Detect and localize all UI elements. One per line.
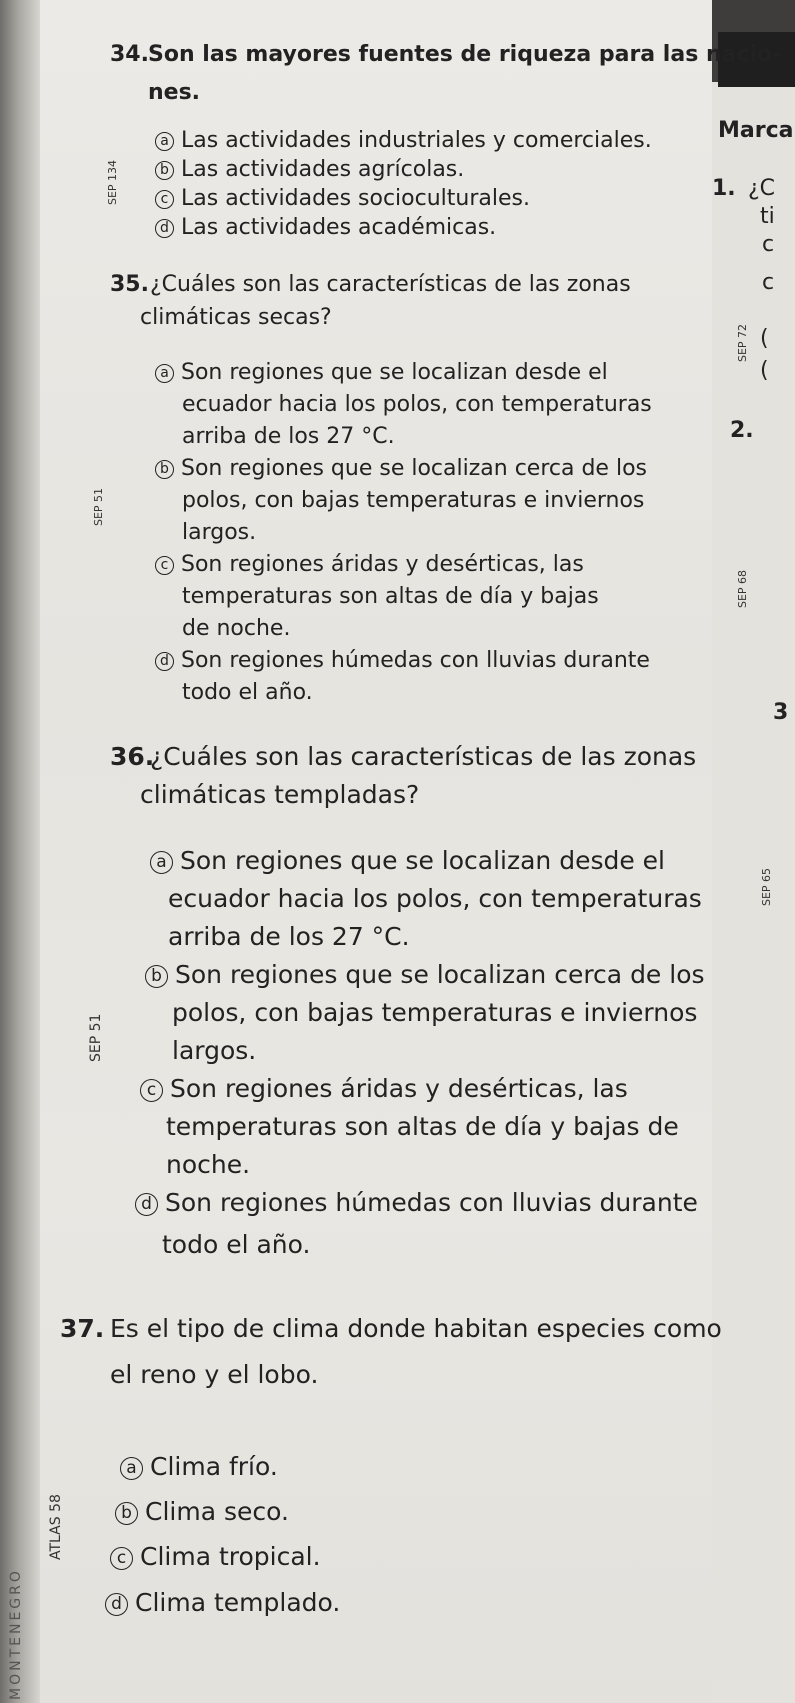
q36-option-d[interactable]: d Son regiones húmedas con lluvias durante — [135, 1188, 698, 1217]
side-reference-65: SEP 65 — [760, 867, 773, 906]
option-letter-d: d — [155, 219, 174, 238]
q35-option-c-line3: de noche. — [182, 616, 291, 641]
option-letter-b: b — [115, 1502, 138, 1525]
q34-option-c[interactable]: c Las actividades socioculturales. — [155, 186, 530, 211]
side-fragment-paren2: ( — [760, 358, 769, 383]
side-number-1: 1. — [712, 176, 736, 201]
side-fragment-c2: c — [762, 270, 775, 295]
q37-number: 37. — [60, 1314, 105, 1343]
option-letter-c: c — [110, 1547, 133, 1570]
q35-option-d-line2: todo el año. — [182, 680, 313, 705]
q36-option-a[interactable]: a Son regiones que se localizan desde el — [150, 846, 665, 875]
q35-option-a-line3: arriba de los 27 °C. — [182, 424, 395, 449]
q34-option-d[interactable]: d Las actividades académicas. — [155, 215, 496, 240]
side-number-2: 2. — [730, 418, 754, 443]
q34-line2: nes. — [148, 80, 201, 105]
option-letter-a: a — [150, 851, 173, 874]
q34-option-b[interactable]: b Las actividades agrícolas. — [155, 157, 464, 182]
q36-option-b-line3: largos. — [172, 1036, 257, 1065]
q34-line1: Son las mayores fuentes de riqueza para las nacio- — [148, 42, 782, 67]
side-fragment-c1: c — [762, 232, 775, 257]
q37-line1: Es el tipo de clima donde habitan especies como — [110, 1314, 722, 1343]
q37-reference: ATLAS 58 — [48, 1494, 64, 1560]
q36-option-c-line2: temperaturas son altas de día y bajas de — [166, 1112, 679, 1141]
q35-option-a[interactable]: a Son regiones que se localizan desde el — [155, 360, 608, 385]
option-letter-c: c — [140, 1079, 163, 1102]
q35-option-a-line2: ecuador hacia los polos, con temperaturas — [182, 392, 652, 417]
q35-option-c[interactable]: c Son regiones áridas y desérticas, las — [155, 552, 584, 577]
next-page-strip — [712, 0, 795, 1703]
side-fragment-paren1: ( — [760, 326, 769, 351]
q34-option-a[interactable]: a Las actividades industriales y comerciales. — [155, 128, 652, 153]
q37-option-b[interactable]: b Clima seco. — [115, 1497, 289, 1526]
q37-option-a[interactable]: a Clima frío. — [120, 1452, 278, 1481]
option-letter-b: b — [155, 460, 174, 479]
marca-label: Marca — [718, 118, 794, 143]
side-fragment-ti: ti — [760, 204, 775, 229]
q35-option-b-line3: largos. — [182, 520, 257, 545]
q35-number: 35. — [110, 272, 149, 297]
q36-option-b[interactable]: b Son regiones que se localizan cerca de los — [145, 960, 705, 989]
q35-line1: ¿Cuáles son las características de las zonas — [150, 272, 631, 297]
option-letter-b: b — [145, 965, 168, 988]
side-reference-68: SEP 68 — [736, 569, 749, 608]
q36-option-b-line2: polos, con bajas temperaturas e inviernos — [172, 998, 698, 1027]
option-letter-c: c — [155, 190, 174, 209]
option-letter-d: d — [105, 1593, 128, 1616]
option-letter-c: c — [155, 556, 174, 575]
q36-option-d-line2: todo el año. — [162, 1230, 311, 1259]
q37-option-c[interactable]: c Clima tropical. — [110, 1542, 321, 1571]
publisher-spine-text: MONTENEGRO — [8, 1568, 24, 1700]
side-question-fragment: ¿C — [748, 176, 776, 201]
option-letter-a: a — [155, 132, 174, 151]
q36-reference: SEP 51 — [88, 1013, 104, 1062]
q36-option-c-line3: noche. — [166, 1150, 251, 1179]
book-spine-edge — [0, 0, 40, 1703]
q34-reference: SEP 134 — [106, 159, 119, 205]
q37-line2: el reno y el lobo. — [110, 1360, 319, 1389]
q36-line2: climáticas templadas? — [140, 780, 420, 809]
q34-number: 34. — [110, 42, 149, 67]
option-letter-a: a — [120, 1457, 143, 1480]
q36-option-c[interactable]: c Son regiones áridas y desérticas, las — [140, 1074, 628, 1103]
q35-option-d[interactable]: d Son regiones húmedas con lluvias durante — [155, 648, 650, 673]
q35-option-c-line2: temperaturas son altas de día y bajas — [182, 584, 599, 609]
q35-option-b-line2: polos, con bajas temperaturas e inviernos — [182, 488, 645, 513]
q36-number: 36. — [110, 742, 155, 771]
q36-line1: ¿Cuáles son las características de las zonas — [150, 742, 697, 771]
option-letter-d: d — [155, 652, 174, 671]
q35-reference: SEP 51 — [92, 487, 105, 526]
q37-option-d[interactable]: d Clima templado. — [105, 1588, 340, 1617]
q36-option-a-line3: arriba de los 27 °C. — [168, 922, 410, 951]
q35-line2: climáticas secas? — [140, 305, 332, 330]
q36-option-a-line2: ecuador hacia los polos, con temperaturas — [168, 884, 702, 913]
side-number-3: 3 — [773, 700, 789, 725]
side-reference-72: SEP 72 — [736, 323, 749, 362]
q35-option-b[interactable]: b Son regiones que se localizan cerca de los — [155, 456, 647, 481]
option-letter-a: a — [155, 364, 174, 383]
option-letter-b: b — [155, 161, 174, 180]
option-letter-d: d — [135, 1193, 158, 1216]
